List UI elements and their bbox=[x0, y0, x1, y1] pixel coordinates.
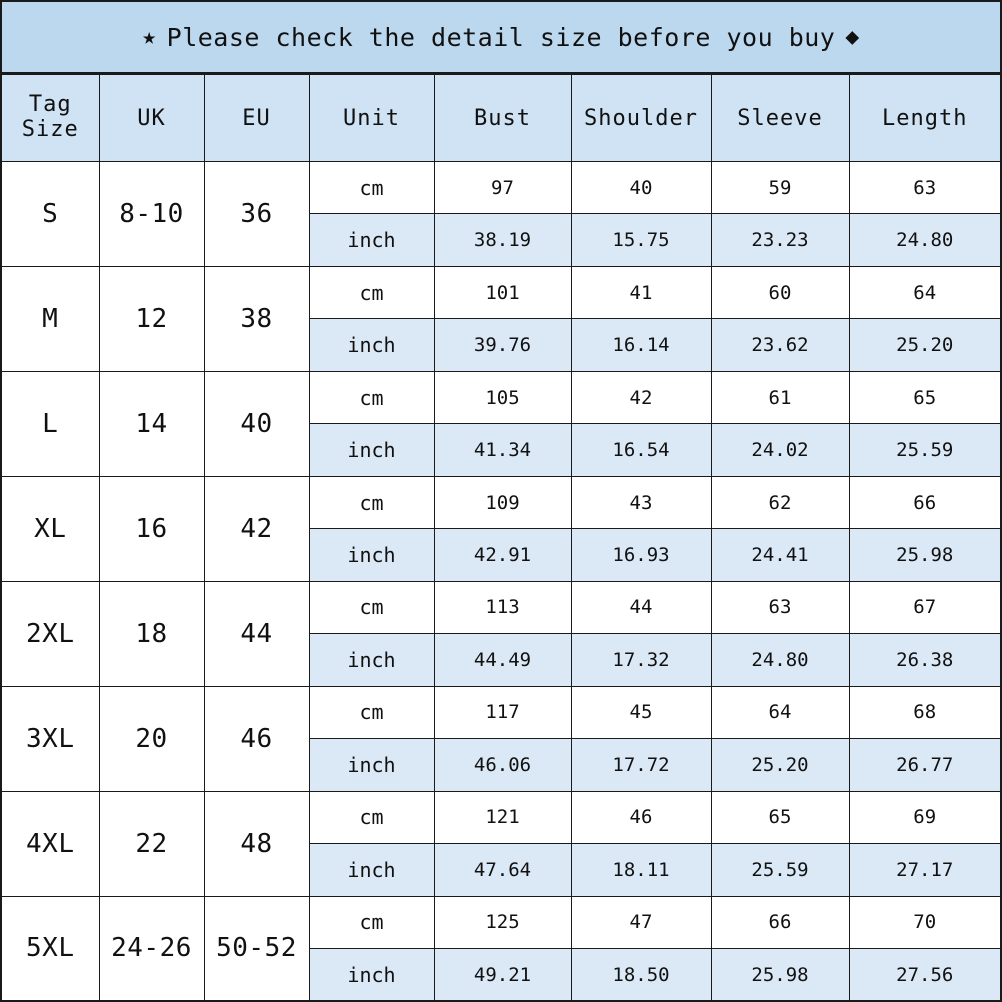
diamond-icon: ◆ bbox=[845, 23, 860, 50]
cell-bust-cm: 125 bbox=[434, 896, 571, 948]
cell-unit-cm: cm bbox=[309, 791, 434, 843]
cell-sleeve-cm: 60 bbox=[711, 266, 849, 318]
column-header-tag-size bbox=[1, 75, 99, 162]
cell-tag-size: 5XL bbox=[1, 896, 99, 1001]
cell-length-inch: 25.20 bbox=[849, 319, 1001, 371]
cell-tag-size: 2XL bbox=[1, 581, 99, 686]
cell-eu: 40 bbox=[204, 371, 309, 476]
cell-eu: 36 bbox=[204, 162, 309, 267]
cell-unit-inch: inch bbox=[309, 319, 434, 371]
cell-tag-size: XL bbox=[1, 476, 99, 581]
cell-unit-cm: cm bbox=[309, 371, 434, 423]
cell-length-cm: 69 bbox=[849, 791, 1001, 843]
table-body bbox=[1, 162, 1001, 1002]
cell-unit-inch: inch bbox=[309, 214, 434, 266]
cell-length-cm: 65 bbox=[849, 371, 1001, 423]
cell-sleeve-inch: 25.98 bbox=[711, 949, 849, 1001]
cell-unit-inch: inch bbox=[309, 949, 434, 1001]
cell-bust-inch: 46.06 bbox=[434, 739, 571, 791]
cell-unit-inch: inch bbox=[309, 424, 434, 476]
table-row bbox=[1, 266, 1001, 318]
cell-shoulder-cm: 40 bbox=[571, 162, 711, 214]
cell-shoulder-cm: 44 bbox=[571, 581, 711, 633]
cell-sleeve-inch: 23.62 bbox=[711, 319, 849, 371]
tag-size-line2: Size bbox=[21, 117, 79, 142]
column-header-shoulder: Shoulder bbox=[571, 75, 711, 162]
cell-shoulder-inch: 16.54 bbox=[571, 424, 711, 476]
cell-tag-size: M bbox=[1, 266, 99, 371]
cell-eu: 50-52 bbox=[204, 896, 309, 1001]
cell-shoulder-inch: 18.50 bbox=[571, 949, 711, 1001]
cell-length-cm: 68 bbox=[849, 686, 1001, 738]
table-header bbox=[1, 75, 1001, 162]
cell-length-inch: 25.59 bbox=[849, 424, 1001, 476]
column-header-length: Length bbox=[849, 75, 1001, 162]
cell-sleeve-inch: 24.80 bbox=[711, 634, 849, 686]
cell-bust-cm: 109 bbox=[434, 476, 571, 528]
cell-uk: 12 bbox=[99, 266, 204, 371]
cell-unit-cm: cm bbox=[309, 896, 434, 948]
table-row bbox=[1, 476, 1001, 528]
cell-uk: 22 bbox=[99, 791, 204, 896]
cell-sleeve-cm: 63 bbox=[711, 581, 849, 633]
cell-tag-size: S bbox=[1, 162, 99, 267]
cell-sleeve-cm: 61 bbox=[711, 371, 849, 423]
cell-uk: 16 bbox=[99, 476, 204, 581]
cell-shoulder-cm: 45 bbox=[571, 686, 711, 738]
cell-unit-inch: inch bbox=[309, 739, 434, 791]
cell-shoulder-inch: 17.32 bbox=[571, 634, 711, 686]
cell-unit-cm: cm bbox=[309, 162, 434, 214]
table-row bbox=[1, 896, 1001, 948]
cell-eu: 44 bbox=[204, 581, 309, 686]
cell-uk: 20 bbox=[99, 686, 204, 791]
cell-sleeve-cm: 59 bbox=[711, 162, 849, 214]
cell-unit-cm: cm bbox=[309, 266, 434, 318]
cell-length-inch: 27.17 bbox=[849, 844, 1001, 896]
cell-bust-cm: 101 bbox=[434, 266, 571, 318]
cell-bust-cm: 113 bbox=[434, 581, 571, 633]
cell-bust-cm: 121 bbox=[434, 791, 571, 843]
column-header-bust: Bust bbox=[434, 75, 571, 162]
tag-size-line1: Tag bbox=[28, 92, 72, 118]
table-row bbox=[1, 791, 1001, 843]
cell-sleeve-inch: 24.02 bbox=[711, 424, 849, 476]
cell-eu: 42 bbox=[204, 476, 309, 581]
cell-sleeve-inch: 23.23 bbox=[711, 214, 849, 266]
cell-length-cm: 67 bbox=[849, 581, 1001, 633]
cell-sleeve-inch: 25.59 bbox=[711, 844, 849, 896]
cell-shoulder-inch: 16.14 bbox=[571, 319, 711, 371]
cell-shoulder-inch: 18.11 bbox=[571, 844, 711, 896]
cell-unit-inch: inch bbox=[309, 844, 434, 896]
cell-bust-inch: 39.76 bbox=[434, 319, 571, 371]
cell-unit-cm: cm bbox=[309, 476, 434, 528]
table-row bbox=[1, 371, 1001, 423]
cell-tag-size: L bbox=[1, 371, 99, 476]
cell-length-inch: 26.77 bbox=[849, 739, 1001, 791]
cell-length-cm: 64 bbox=[849, 266, 1001, 318]
column-header-unit: Unit bbox=[309, 75, 434, 162]
cell-bust-cm: 97 bbox=[434, 162, 571, 214]
cell-shoulder-inch: 15.75 bbox=[571, 214, 711, 266]
cell-shoulder-cm: 42 bbox=[571, 371, 711, 423]
cell-shoulder-inch: 16.93 bbox=[571, 529, 711, 581]
cell-tag-size: 3XL bbox=[1, 686, 99, 791]
cell-sleeve-inch: 25.20 bbox=[711, 739, 849, 791]
cell-uk: 8-10 bbox=[99, 162, 204, 267]
cell-uk: 14 bbox=[99, 371, 204, 476]
cell-sleeve-cm: 64 bbox=[711, 686, 849, 738]
notice-text: Please check the detail size before you buy bbox=[166, 22, 836, 52]
cell-unit-cm: cm bbox=[309, 581, 434, 633]
column-header-eu: EU bbox=[204, 75, 309, 162]
cell-sleeve-cm: 66 bbox=[711, 896, 849, 948]
cell-eu: 48 bbox=[204, 791, 309, 896]
cell-unit-inch: inch bbox=[309, 634, 434, 686]
table-row bbox=[1, 686, 1001, 738]
cell-shoulder-inch: 17.72 bbox=[571, 739, 711, 791]
cell-sleeve-cm: 62 bbox=[711, 476, 849, 528]
cell-uk: 18 bbox=[99, 581, 204, 686]
cell-uk: 24-26 bbox=[99, 896, 204, 1001]
cell-bust-cm: 117 bbox=[434, 686, 571, 738]
cell-length-inch: 27.56 bbox=[849, 949, 1001, 1001]
header-row bbox=[1, 75, 1001, 162]
cell-bust-inch: 47.64 bbox=[434, 844, 571, 896]
cell-length-cm: 66 bbox=[849, 476, 1001, 528]
cell-eu: 38 bbox=[204, 266, 309, 371]
cell-bust-inch: 44.49 bbox=[434, 634, 571, 686]
cell-bust-cm: 105 bbox=[434, 371, 571, 423]
cell-sleeve-inch: 24.41 bbox=[711, 529, 849, 581]
star-icon: ★ bbox=[142, 23, 157, 50]
notice-banner bbox=[0, 0, 1002, 74]
cell-bust-inch: 41.34 bbox=[434, 424, 571, 476]
cell-bust-inch: 49.21 bbox=[434, 949, 571, 1001]
size-table bbox=[0, 74, 1002, 1002]
cell-eu: 46 bbox=[204, 686, 309, 791]
cell-shoulder-cm: 47 bbox=[571, 896, 711, 948]
column-header-uk: UK bbox=[99, 75, 204, 162]
cell-length-inch: 26.38 bbox=[849, 634, 1001, 686]
column-header-sleeve: Sleeve bbox=[711, 75, 849, 162]
cell-length-inch: 24.80 bbox=[849, 214, 1001, 266]
cell-unit-inch: inch bbox=[309, 529, 434, 581]
cell-bust-inch: 42.91 bbox=[434, 529, 571, 581]
cell-length-cm: 63 bbox=[849, 162, 1001, 214]
table-row bbox=[1, 581, 1001, 633]
cell-shoulder-cm: 43 bbox=[571, 476, 711, 528]
table-row bbox=[1, 162, 1001, 214]
cell-shoulder-cm: 46 bbox=[571, 791, 711, 843]
cell-tag-size: 4XL bbox=[1, 791, 99, 896]
cell-length-cm: 70 bbox=[849, 896, 1001, 948]
cell-sleeve-cm: 65 bbox=[711, 791, 849, 843]
cell-unit-cm: cm bbox=[309, 686, 434, 738]
cell-length-inch: 25.98 bbox=[849, 529, 1001, 581]
cell-shoulder-cm: 41 bbox=[571, 266, 711, 318]
cell-bust-inch: 38.19 bbox=[434, 214, 571, 266]
